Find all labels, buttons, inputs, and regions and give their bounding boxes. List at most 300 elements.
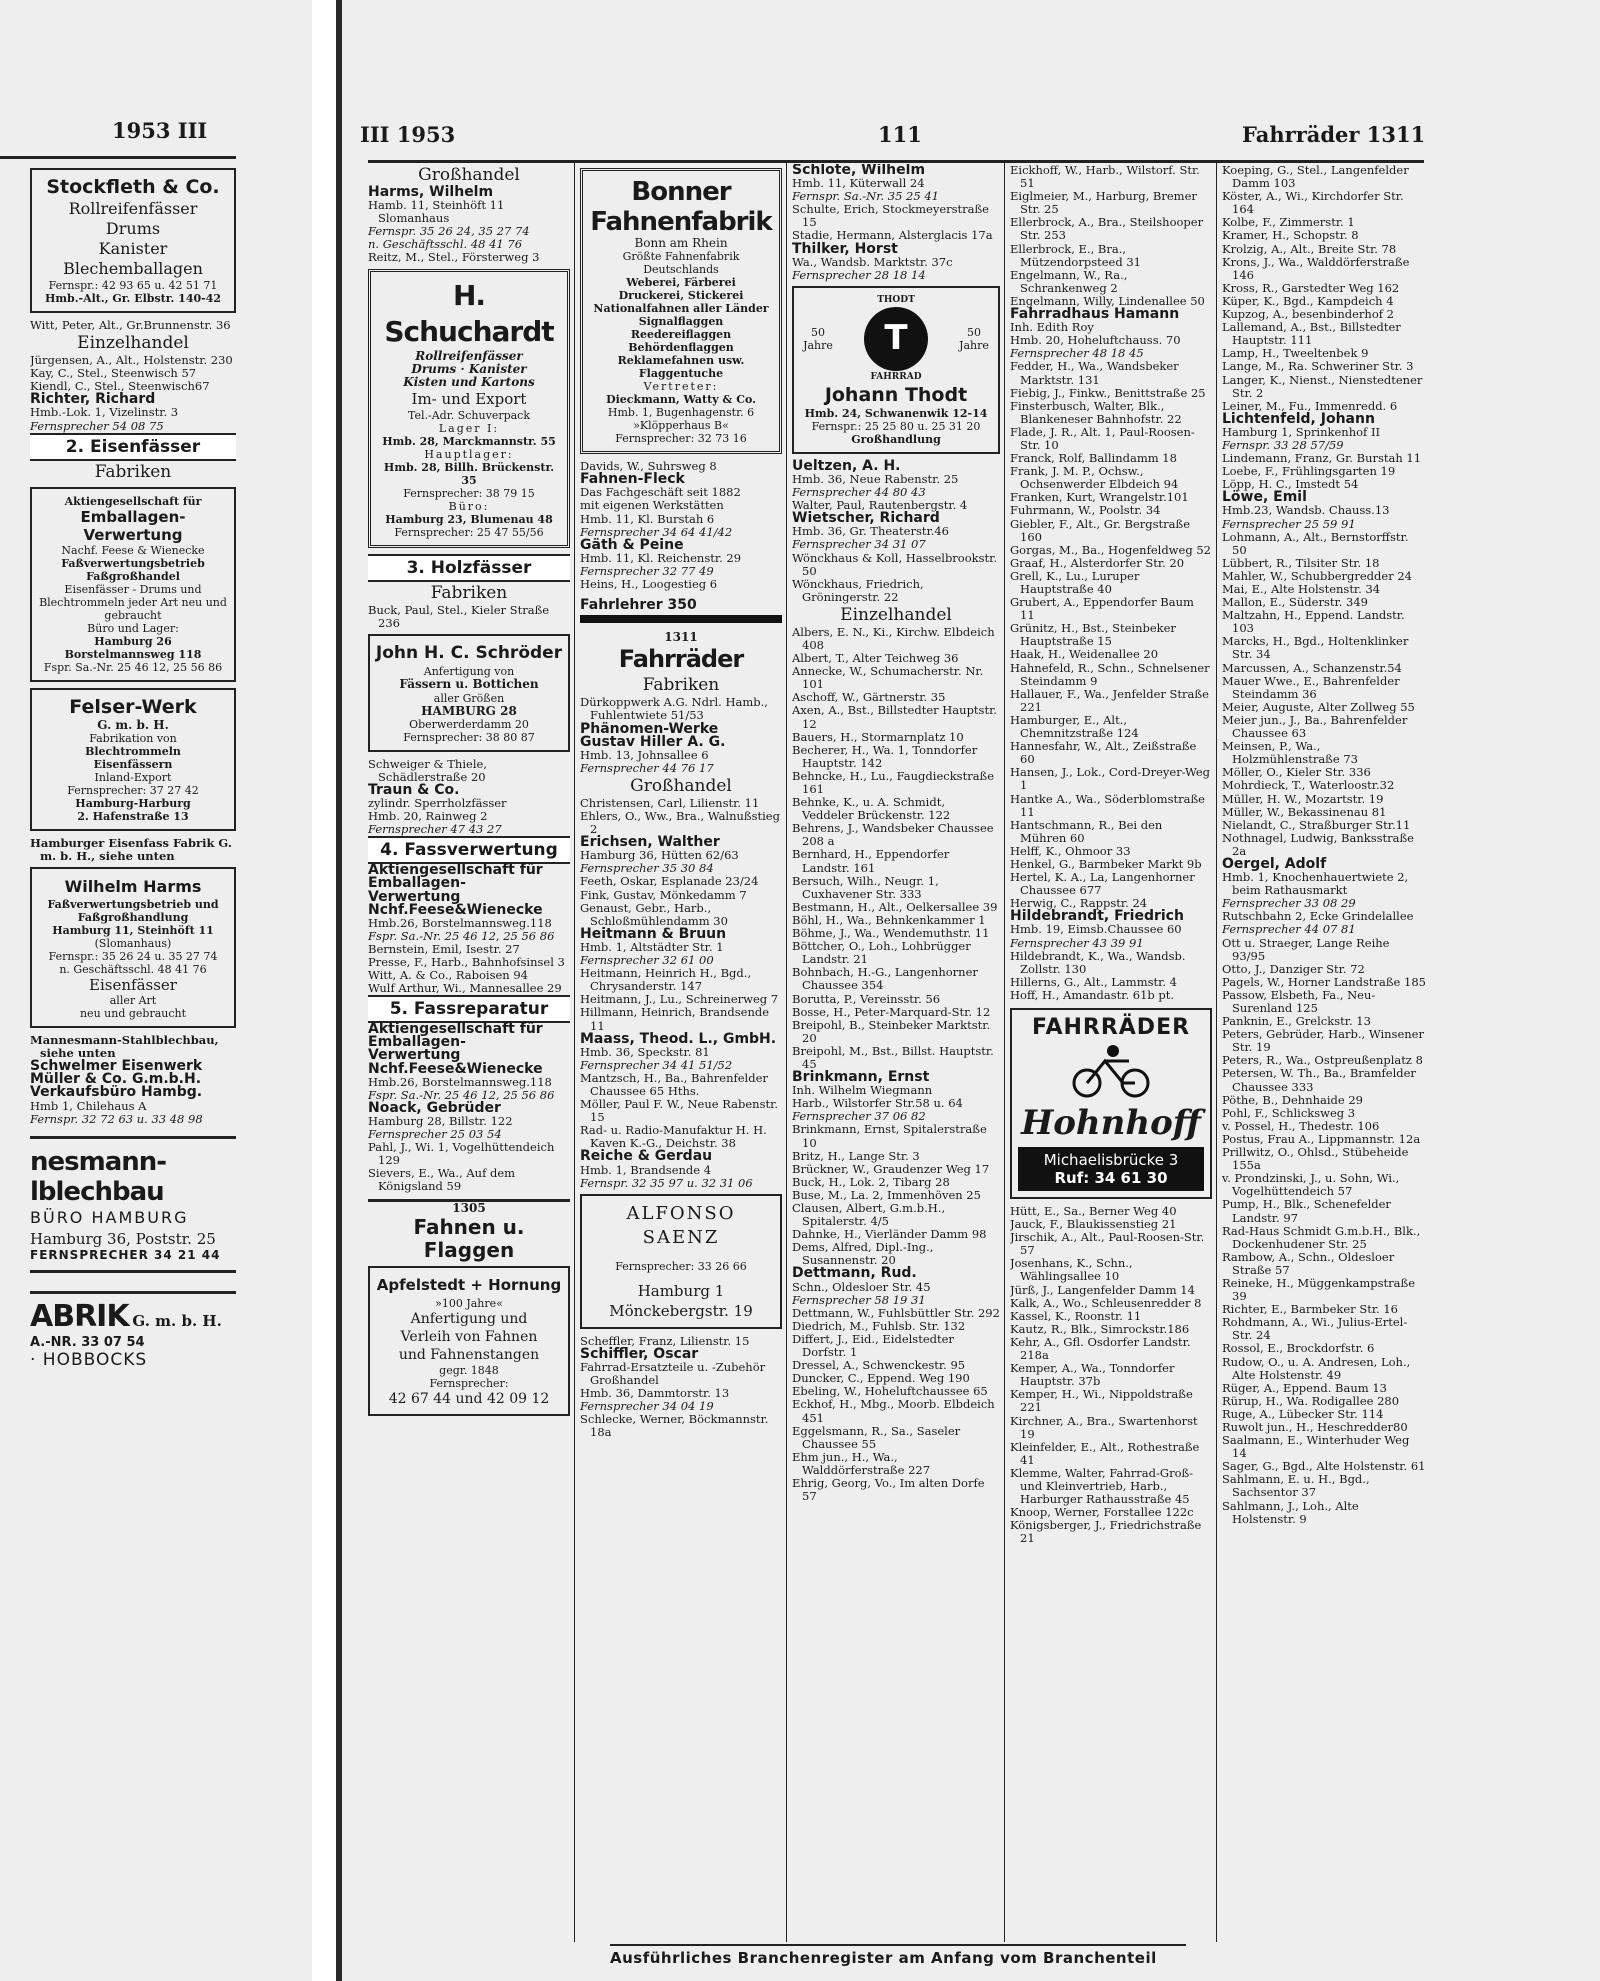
right-header-rule	[368, 160, 1424, 163]
list-item: Frank, J. M. P., Ochsw., Ochsenwerder Elbdeich 94	[1010, 464, 1179, 492]
list-item: Hantke A., Wa., Söderblomstraße 11	[1010, 791, 1205, 819]
list-item: Pump, H., Blk., Schenefelder Landstr. 97	[1222, 1197, 1391, 1225]
left-page-column	[30, 164, 236, 1954]
text-line: Fernsprecher 37 06 82	[792, 1109, 926, 1124]
list-item: Peters, Gebrüder, Harb., Winsener Str. 19	[1222, 1027, 1424, 1055]
text-line: n. Geschäftsschl. 48 41 76	[368, 237, 523, 252]
list-item: Dettmann, W., Fuhlsbüttler Str. 292	[792, 1305, 1000, 1320]
text-line: Hmb 1, Chilehaus A	[30, 1098, 147, 1113]
text-line: G. m. b. H.	[97, 717, 169, 732]
text-line: Lichtenfeld, Johann	[1222, 410, 1375, 427]
list-item: Sager, G., Bgd., Alte Holstenstr. 61	[1222, 1459, 1426, 1474]
section-heading: Einzelhandel	[840, 604, 952, 625]
list-item: Möller, Paul F. W., Neue Rabenstr. 15	[580, 1097, 778, 1125]
list-item: Presse, F., Harb., Bahnhofsinsel 3	[368, 954, 565, 969]
list-item: Krons, J., Wa., Walddörferstraße 146	[1222, 254, 1410, 282]
text-line: Faßverwertungsbetrieb und Faßgroßhandlung	[47, 898, 219, 925]
list-item: Lindemann, Franz, Gr. Burstah 11	[1222, 451, 1422, 466]
list-item: Mallon, E., Süderstr. 349	[1222, 595, 1368, 610]
text-line: Hmb.23, Wandsb. Chauss.13	[1222, 503, 1390, 518]
text-line: Weberei, Färberei	[626, 276, 736, 290]
text-line: aller Größen	[433, 691, 505, 705]
text-line: Nachf. Feese & Wienecke	[61, 543, 205, 557]
text-line: Hauptlager:	[424, 448, 514, 462]
directory-column-1	[368, 164, 570, 1944]
text-line: BÜRO HAMBURG	[30, 1207, 189, 1227]
list-item: Richter, E., Barmbeker Str. 16	[1222, 1302, 1398, 1317]
list-item: Gorgas, M., Ba., Hogenfeldweg 52	[1010, 542, 1211, 557]
text-line: zylindr. Sperrholzfässer	[368, 796, 507, 811]
text-line: Fspr. Sa.-Nr. 25 46 12, 25 56 86	[368, 928, 555, 943]
list-item: Hahnefeld, R., Schn., Schnelsener Steindamm 9	[1010, 660, 1210, 688]
text-line: Fernsprecher 34 31 07	[792, 537, 926, 552]
section-heading: Einzelhandel	[77, 333, 189, 354]
list-item: Mohrdieck, T., Waterloostr.32	[1222, 778, 1395, 793]
list-item: Ruge, A., Lübecker Str. 114	[1222, 1406, 1384, 1421]
list-item: Ott u. Straeger, Lange Reihe 93/95	[1222, 935, 1390, 963]
list-item: Engelmann, Willy, Lindenallee 50	[1010, 293, 1205, 308]
list-item: Ebeling, W., Hoheluftchaussee 65	[792, 1384, 988, 1399]
text-line: Verkaufsbüro Hambg.	[30, 1084, 203, 1101]
list-item: Hamburger, E., Alt., Chemnitzstraße 124	[1010, 712, 1139, 741]
list-item: Bosse, H., Peter-Marquard-Str. 12	[792, 1004, 991, 1019]
text-line: Michaelisbrücke 3	[1043, 1151, 1179, 1169]
text-line: Oberwerderdamm 20	[409, 717, 529, 731]
text-line: Im- und Export	[411, 390, 527, 409]
list-item: Witt, Peter, Alt., Gr.Brunnenstr. 36	[30, 318, 231, 332]
text-line: Hmb. 1, Altstädter Str. 1	[580, 939, 724, 954]
text-line: FAHRRÄDER	[1031, 1015, 1191, 1040]
list-item: Sahlmann, E. u. H., Bgd., Sachsentor 37	[1222, 1472, 1370, 1500]
fabrik-ad	[30, 1291, 236, 1370]
text-line: Wa., Wandsb. Marktstr. 37c	[792, 254, 953, 269]
section-heading: Großhandel	[630, 775, 732, 796]
text-line: Inh. Edith Roy	[1010, 320, 1094, 335]
text-line: ABRIK	[30, 1298, 129, 1334]
text-line: aller Art	[109, 994, 157, 1008]
text-line: Verwertung	[368, 888, 461, 905]
list-item: Britz, H., Lange Str. 3	[792, 1148, 920, 1163]
directory-column-3	[792, 164, 1000, 1944]
text-line: Traun & Co.	[368, 781, 460, 798]
text-line: Bonn am Rhein	[634, 236, 728, 250]
text-line: Hmb. 24, Schwanenwik 12-14	[804, 406, 988, 420]
text-line: Kanister	[98, 239, 168, 258]
list-item: Wönckhaus & Koll, Hasselbrookstr. 50	[792, 550, 998, 578]
wilhelm-harms-ad	[30, 867, 236, 1028]
list-item: Mai, E., Alte Holstenstr. 34	[1222, 582, 1381, 596]
text-line: Ruf: 34 61 30	[1054, 1169, 1168, 1187]
list-item: Langer, K., Nienst., Nienstedtener Str. 2	[1222, 372, 1423, 400]
text-line: Hmb. 28, Billh. Brückenstr. 35	[383, 461, 555, 488]
list-item: Kemper, H., Wi., Nippoldstraße 221	[1010, 1387, 1193, 1415]
text-line: Schiffler, Oscar	[580, 1345, 699, 1362]
list-item: Albers, E. N., Ki., Kirchw. Elbdeich 408	[792, 624, 995, 652]
text-line: Eisenfässer	[89, 976, 177, 995]
text-line: Fernsprecher:	[429, 1376, 509, 1390]
list-item: Nothnagel, Ludwig, Banksstraße 2a	[1222, 830, 1414, 858]
section-subheading: Fabriken	[94, 461, 172, 482]
list-item: Köster, A., Wi., Kirchdorfer Str. 164	[1222, 189, 1404, 217]
list-item: Feeth, Oskar, Esplanade 23/24	[580, 874, 759, 889]
text-line: Fabriken	[430, 583, 508, 604]
list-item: Ruwolt jun., H., Heschredder80	[1222, 1420, 1408, 1434]
text-line: nesmann-	[30, 1146, 167, 1177]
text-line: H. Schuchardt	[384, 278, 554, 348]
list-item: Mauer Wwe., E., Bahrenfelder Steindamm 36	[1222, 673, 1400, 701]
list-item: Rohdmann, A., Wi., Julius-Ertel-Str. 24	[1222, 1315, 1408, 1343]
page-number: 111	[878, 122, 922, 147]
list-item: Lohmann, A., Alt., Bernstorffstr. 50	[1222, 529, 1409, 557]
column-divider	[1004, 162, 1005, 1942]
list-item: Buck, Paul, Stel., Kieler Straße 236	[368, 603, 550, 631]
text-line: Fernsprecher 44 80 43	[792, 485, 926, 500]
list-item: Flade, J. R., Alt. 1, Paul-Roosen-Str. 10	[1010, 424, 1195, 452]
list-item: v. Prondzinski, J., u. Sohn, Wi., Vogelhüttendeich 57	[1222, 1171, 1400, 1199]
text-line: Fabriken	[642, 675, 720, 696]
list-item: Eickhoff, W., Harb., Wilstorf. Str. 51	[1010, 164, 1200, 191]
text-line: Reiche & Gerdau	[580, 1148, 713, 1165]
text-line: 42 67 44 und 42 09 12	[388, 1390, 550, 1407]
list-item	[580, 1030, 782, 1047]
list-item: Müller, H. W., Mozartstr. 19	[1222, 791, 1384, 806]
text-line: Hmb. 28, Marckmannstr. 55	[382, 435, 556, 449]
text-line: »Klöpperhaus B«	[633, 419, 729, 433]
list-item: Behncke, H., Lu., Faugdieckstraße 161	[792, 768, 995, 796]
list-item: Böhme, J., Wa., Wendemuthstr. 11	[792, 926, 990, 941]
text-line: Hmb. 19, Eimsb.Chaussee 60	[1010, 922, 1182, 937]
section-heading: 5. Fassreparatur	[368, 995, 570, 1023]
text-line: Inland-Export	[94, 770, 172, 784]
list-item: Franken, Kurt, Wrangelstr.101	[1010, 490, 1189, 505]
list-item: Dems, Alfred, Dipl.-Ing., Susannenstr. 20	[792, 1240, 934, 1268]
text-line: Hamburg 26	[94, 634, 172, 648]
list-item: Behrens, J., Wandsbeker Chaussee 208 a	[792, 821, 994, 849]
text-line: Fernsprecher: 33 26 66	[615, 1259, 747, 1273]
list-item: Hamburger Eisenfass Fabrik G. m. b. H., siehe unten	[30, 835, 232, 863]
text-line: Faßgroßhandel	[86, 569, 180, 583]
page-gutter	[312, 0, 336, 1981]
section-heading: 4. Fassverwertung	[368, 836, 570, 864]
directory-column-2	[580, 164, 782, 1944]
text-line: A.-NR. 33 07 54	[30, 1334, 145, 1350]
list-item: Helff, K., Ohmoor 33	[1010, 843, 1131, 858]
text-line: Hmb.26, Borstelmannsweg.118	[368, 915, 552, 930]
list-item: Davids, W., Suhrsweg 8	[580, 459, 717, 474]
list-item: Graaf, H., Alsterdorfer Str. 20	[1010, 555, 1185, 570]
list-item: Grell, K., Lu., Luruper Hauptstraße 40	[1010, 568, 1140, 596]
text-line: Löwe, Emil	[1222, 489, 1307, 506]
text-line: Gustav Hiller A. G.	[580, 733, 726, 750]
list-item: Hansen, J., Lok., Cord-Dreyer-Weg 1	[1010, 765, 1210, 793]
text-line: Dettmann, Rud.	[792, 1265, 917, 1282]
text-line: Emballagen-	[368, 1034, 466, 1051]
text-line: Inh. Wilhelm Wiegmann	[792, 1083, 933, 1098]
list-item: Wönckhaus, Friedrich, Gröningerstr. 22	[792, 576, 924, 604]
section-1305	[368, 1199, 570, 1261]
list-item	[792, 457, 1000, 474]
list-item: Kirchner, A., Bra., Swartenhorst 19	[1010, 1413, 1198, 1441]
text-line: Hmb.-Lok. 1, Vizelinstr. 3	[30, 405, 179, 420]
alfonso-saenz-ad	[580, 1194, 782, 1329]
list-item: Clausen, Albert, G.m.b.H., Spitalerstr. 4/5	[792, 1201, 946, 1229]
list-item	[580, 1150, 782, 1163]
text-line: Erichsen, Walther	[580, 834, 720, 851]
text-line: THODT	[877, 294, 915, 305]
text-line: Fspr. Sa.-Nr. 25 46 12, 25 56 86	[368, 1087, 555, 1102]
text-line: · HOBBOCKS	[30, 1349, 148, 1370]
text-line: FAHRRAD	[870, 371, 922, 382]
text-line: Anfertigung von	[423, 665, 515, 679]
right-page-header-right: Fahrräder 1311	[1242, 122, 1426, 147]
text-line: Fernspr. 32 35 97 u. 32 31 06	[580, 1175, 753, 1190]
text-line: Fernsprecher 47 43 27	[368, 822, 502, 837]
text-line: Vertreter:	[643, 380, 719, 394]
list-item: Mantzsch, H., Ba., Bahrenfelder Chaussee 65 Hths.	[580, 1070, 768, 1098]
list-item: Böhl, H., Wa., Behnkenkammer 1	[792, 912, 986, 927]
list-item: Bestmann, H., Alt., Oelkersallee 39	[792, 899, 998, 914]
list-item: Witt, A. & Co., Raboisen 94	[368, 968, 528, 983]
list-item: Jürgensen, A., Alt., Holstenstr. 230	[30, 353, 233, 368]
text-line: 2. Hafenstraße 13	[77, 809, 189, 823]
text-line: Mönckebergstr. 19	[609, 1301, 753, 1320]
list-item: Nielandt, C., Straßburger Str.11	[1222, 817, 1411, 832]
text-line: Hmb. 36, Neue Rabenstr. 25	[792, 471, 959, 486]
list-item: Kautz, R., Blk., Simrockstr.186	[1010, 1321, 1190, 1336]
list-item: Kalk, A., Wo., Schleusenredder 8	[1010, 1295, 1202, 1310]
text-line: n. Geschäftsschl. 48 41 76	[59, 963, 207, 977]
text-line: Fernsprecher 34 64 41/42	[580, 524, 733, 539]
list-item: Schlecke, Werner, Böckmannstr. 18a	[580, 1412, 769, 1440]
list-item: Brinkmann, Ernst, Spitalerstraße 10	[792, 1122, 987, 1150]
list-item: Stadie, Hermann, Alsterglacis 17a	[792, 228, 993, 243]
footer-note: Ausführliches Branchenregister am Anfang vom Branchenteil	[610, 1949, 1157, 1967]
list-item	[580, 925, 782, 942]
text-line: Drums · Kanister	[411, 361, 527, 376]
list-item: Pöthe, B., Dehnhaide 29	[1222, 1092, 1363, 1107]
list-item: Rüger, A., Eppend. Baum 13	[1222, 1380, 1387, 1395]
text-line: Fernsprecher 58 19 31	[792, 1292, 926, 1307]
text-line: »100 Jahre«	[435, 1296, 503, 1310]
text-line: Eisenfässern	[93, 757, 173, 771]
list-item: Jürß, J., Langenfelder Damm 14	[1010, 1282, 1195, 1297]
text-line: Hamburg 28, Billstr. 122	[368, 1113, 513, 1128]
text-line: Fahnen u. Flaggen	[413, 1214, 525, 1262]
text-line: Hildebrandt, Friedrich	[1010, 908, 1184, 925]
text-line: 1305	[452, 1201, 486, 1216]
list-item: Jauck, F., Blaukissenstieg 21	[1010, 1217, 1177, 1232]
text-line: Fernsprecher: 38 80 87	[403, 730, 535, 744]
list-item: Dürkoppwerk A.G. Ndrl. Hamb., Fuhlentwiete 51/53	[580, 695, 768, 723]
text-line: Hmb. 11, Küterwall 24	[792, 176, 925, 191]
list-item: Eiglmeier, M., Harburg, Bremer Str. 25	[1010, 189, 1197, 217]
list-item: Bernstein, Emil, Isestr. 27	[368, 941, 520, 956]
text-line: Fernsprecher 25 59 91	[1222, 516, 1356, 531]
text-line: Hohnhoff	[1021, 1103, 1201, 1143]
list-item	[580, 536, 782, 553]
left-header-rule	[0, 156, 236, 159]
list-item: Becherer, H., Wa. 1, Tonndorfer Hauptstr. 142	[792, 742, 978, 770]
list-item: Sievers, E., Wa., Auf dem Königsland 59	[368, 1166, 516, 1194]
text-line: Schlote, Wilhelm	[792, 164, 926, 178]
text-line: Kisten und Kartons	[403, 374, 535, 389]
text-line: Emballagen-Verwertung	[80, 507, 186, 544]
text-line: Nchf.Feese&Wienecke	[368, 901, 543, 918]
list-item: Henkel, G., Barmbeker Markt 9b	[1010, 856, 1202, 871]
text-line: Thilker, Horst	[792, 240, 898, 257]
list-item: Kehr, A., Gfl. Osdorfer Landstr. 218a	[1010, 1334, 1191, 1363]
list-item: Hannesfahr, W., Alt., Zeißstraße 60	[1010, 739, 1197, 767]
list-item: Sahlmann, J., Loh., Alte Holstenstr. 9	[1222, 1498, 1359, 1526]
list-item: Pohl, F., Schlicksweg 3	[1222, 1105, 1356, 1120]
text-line: Brinkmann, Ernst	[792, 1069, 930, 1086]
text-line: Fernsprecher 32 61 00	[580, 953, 714, 968]
text-line: Faßverwertungsbetrieb	[61, 556, 205, 570]
list-item: Heitmann, J., Lu., Schreinerweg 7	[580, 992, 779, 1007]
text-line: Fernsprecher 48 18 45	[1010, 346, 1144, 361]
bonner-fahnenfabrik-ad	[580, 168, 782, 454]
column-divider	[786, 162, 787, 1942]
text-line: Fernsprecher 34 04 19	[580, 1399, 714, 1414]
schuchardt-ad	[368, 269, 570, 549]
right-page-header-left: III 1953	[360, 122, 456, 147]
list-item: Otto, J., Danziger Str. 72	[1222, 961, 1365, 976]
text-line: Fernspr.: 42 93 65 u. 42 51 71	[48, 279, 218, 292]
list-item: Prillwitz, O., Ohlsd., Stübeheide 155a	[1222, 1145, 1409, 1173]
text-line: Felser-Werk	[69, 695, 197, 718]
list-item: Walter, Paul, Rautenbergstr. 4	[792, 498, 968, 513]
text-line: Das Fachgeschäft seit 1882	[580, 485, 741, 500]
list-item: Differt, J., Eid., Eidelstedter Dorfstr. 1	[792, 1331, 954, 1360]
list-item: Meier jun., J., Ba., Bahrenfelder Chaussee 63	[1222, 712, 1408, 741]
list-item: Scheffler, Franz, Lilienstr. 15	[580, 1333, 750, 1348]
text-line: Schn., Oldesloer Str. 45	[792, 1279, 931, 1294]
list-item: Fedder, H., Wa., Wandsbeker Marktstr. 131	[1010, 359, 1179, 387]
list-item: Pagels, W., Horner Landstraße 185	[1222, 974, 1426, 989]
list-item: Schulte, Erich, Stockmeyerstraße 15	[792, 202, 989, 230]
list-item: Genaust, Gebr., Harb., Schloßmühlendamm 30	[580, 900, 728, 928]
list-item: Passow, Elsbeth, Fa., Neu-Surenland 125	[1222, 987, 1376, 1015]
text-line: Fernsprecher: 38 79 15	[403, 487, 535, 501]
text-line: Fernsprecher 34 41 51/52	[580, 1057, 733, 1072]
text-line: gegr. 1848	[439, 1363, 499, 1377]
list-item: Mahler, W., Schubbergredder 24	[1222, 568, 1412, 583]
list-item: Hantschmann, R., Bei den Mühren 60	[1010, 817, 1163, 845]
list-item: Lübbert, R., Tilsiter Str. 18	[1222, 555, 1380, 570]
text-line: Behördenflaggen	[628, 341, 734, 355]
list-item: Ehm jun., H., Wa., Walddörferstraße 227	[792, 1449, 931, 1477]
text-line: Hmb. 11, Kl. Burstah 6	[580, 511, 715, 526]
text-line: Hmb.-Alt., Gr. Elbstr. 140-42	[44, 292, 222, 305]
text-line: neu und gebraucht	[79, 1007, 187, 1021]
list-item: Herwig, C., Rappstr. 24	[1010, 896, 1148, 911]
list-item: Böttcher, O., Loh., Lohbrügger Landstr. 21	[792, 939, 971, 967]
text-line: ALFONSO	[626, 1202, 736, 1224]
list-item: Lallemand, A., Bst., Billstedter Hauptstr. 111	[1222, 320, 1401, 348]
list-item: Bernhard, H., Eppendorfer Landstr. 161	[792, 847, 950, 875]
column-divider	[1216, 162, 1217, 1942]
list-item: Behnke, K., u. A. Schmidt, Veddeler Brückenstr. 122	[792, 795, 951, 823]
list-item: Fiebig, J., Finkw., Benittstraße 25	[1010, 385, 1206, 400]
text-line: Fernspr. 33 28 57/59	[1222, 437, 1344, 452]
text-line: Fernsprecher 33 08 29	[1222, 896, 1356, 911]
mannesmann-ad	[30, 1136, 236, 1273]
list-item: Königsberger, J., Friedrichstraße 21	[1010, 1518, 1202, 1546]
page-fold	[336, 0, 342, 1981]
text-line: Fernsprecher 35 30 84	[580, 861, 714, 876]
text-line: Hmb. 13, Johnsallee 6	[580, 747, 709, 762]
text-line: Bonner	[631, 177, 731, 207]
text-line: Flaggentuche	[638, 367, 724, 381]
text-line: Hmb. 36, Speckstr. 81	[580, 1044, 710, 1059]
text-line: Ueltzen, A. H.	[792, 457, 901, 474]
text-line: Fernsprecher 43 39 91	[1010, 935, 1144, 950]
list-item: Breipohl, B., Steinbeker Marktstr. 20	[792, 1017, 991, 1045]
section-heading: Fahrlehrer 350	[580, 595, 782, 623]
text-line: HAMBURG 28	[421, 703, 517, 718]
text-line: Hmb. 11, Kl. Reichenstr. 29	[580, 550, 742, 565]
text-line: Hmb. 20, Rainweg 2	[368, 809, 488, 824]
list-item: Meinsen, P., Wa., Holzmühlenstraße 73	[1222, 739, 1358, 767]
list-item: Kramer, H., Schopstr. 8	[1222, 228, 1359, 243]
list-item: Meier, Auguste, Alter Zollweg 55	[1222, 699, 1415, 714]
text-line: Fahrradhaus Hamann	[1010, 306, 1180, 323]
text-line: Lager I:	[438, 422, 500, 436]
list-item	[368, 1099, 570, 1116]
text-line: Aktiengesellschaft für	[64, 494, 202, 508]
left-page-header: 1953 III	[112, 118, 208, 143]
list-item: Bersuch, Wilh., Neugr. 1, Cuxhavener Str. 333	[792, 873, 939, 901]
directory-column-4	[1010, 164, 1212, 1944]
text-line: Fahrrad-Ersatzteile u. -Zubehör Großhandel	[580, 1359, 766, 1387]
list-item: Breipohl, M., Bst., Billst. Hauptstr. 45	[792, 1043, 994, 1071]
text-line: Aktiengesellschaft für	[368, 862, 543, 879]
list-item: Dressel, A., Schwenckestr. 95	[792, 1358, 966, 1373]
text-line: Hmb. 36, Dammtorstr. 13	[580, 1386, 730, 1401]
text-line: Rollreifenfässer	[415, 348, 523, 363]
text-line: Anfertigung und	[410, 1310, 528, 1327]
text-line: Wietscher, Richard	[792, 510, 940, 527]
text-line: Borstelmannsweg 118	[64, 647, 202, 661]
text-line: Hmb. 1, Knochenhauertwiete 2, beim Rathausmarkt	[1222, 870, 1409, 898]
list-item: Kiendl, C., Stel., Steenwisch67	[30, 379, 210, 394]
text-line: lblechbau	[30, 1176, 164, 1207]
list-item: Marcussen, A., Schanzenstr.54	[1222, 660, 1402, 675]
text-line: Fspr. Sa.-Nr. 25 46 12, 25 56 86	[43, 660, 223, 674]
text-line: Größte Fahnenfabrik Deutschlands	[622, 250, 740, 277]
text-line: Signalflaggen	[638, 315, 724, 329]
list-item: Ehrig, Georg, Vo., Im alten Dorfe 57	[792, 1475, 985, 1504]
text-line: und Fahnenstangen	[398, 1346, 540, 1363]
text-line: Schwelmer Eisenwerk	[30, 1058, 203, 1075]
text-line: Fernspr. 32 72 63 u. 33 48 98	[30, 1111, 203, 1126]
list-item: Eggelsmann, R., Sa., Saseler Chaussee 55	[792, 1423, 961, 1451]
text-line: Fernspr.: 35 26 24 u. 35 27 74	[48, 950, 218, 964]
text-line: Hamburg 1	[637, 1281, 725, 1300]
list-item: Rudow, O., u. A. Andresen, Loh., Alte Holstenstr. 49	[1222, 1354, 1411, 1382]
text-line: Noack, Gebrüder	[368, 1099, 501, 1116]
text-line: Hmb.26, Borstelmannsweg.118	[368, 1074, 552, 1089]
section-heading: 2. Eisenfässer	[30, 433, 236, 461]
list-item: Dahnke, H., Vierländer Damm 98	[792, 1227, 987, 1242]
text-line: (Slomanhaus)	[94, 937, 172, 951]
text-line: Fernsprecher 44 07 81	[1222, 922, 1356, 937]
text-line: Fernsprecher 28 18 14	[792, 267, 926, 282]
list-item: Löpp, H. C., Imstedt 54	[1222, 477, 1359, 492]
list-item: Grubert, A., Eppendorfer Baum 11	[1010, 595, 1194, 623]
list-item: Aschoff, W., Gärtnerstr. 35	[792, 690, 946, 705]
text-line: Heitmann & Bruun	[580, 925, 727, 942]
